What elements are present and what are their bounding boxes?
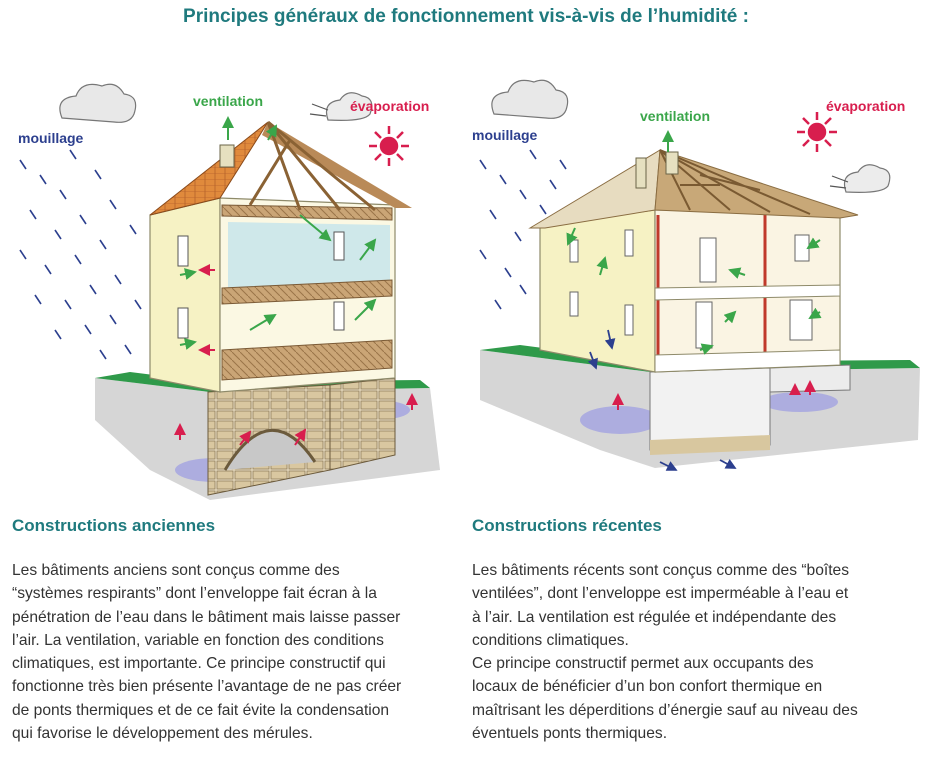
new-window xyxy=(625,230,633,256)
new-heading: Constructions récentes xyxy=(472,516,662,535)
old-label-evaporation: évaporation xyxy=(350,98,430,114)
old-label-ventilation: ventilation xyxy=(193,93,264,109)
old-window xyxy=(334,232,344,260)
old-heading: Constructions anciennes xyxy=(12,516,216,535)
new-construction-diagram xyxy=(472,80,920,470)
text-line: Les bâtiments récents sont conçus comme des “boîtes xyxy=(472,562,850,579)
new-left-facade xyxy=(540,210,655,372)
text-line: fonctionne très bien présente l’avantage de ne pas créer xyxy=(12,678,402,696)
text-line: à l’air. La ventilation est régulée et indépendante des xyxy=(472,608,837,626)
text-line: Ce principe constructif permet aux occupants des xyxy=(472,655,814,673)
text-line: climatiques, est importante. Ce principe constructif qui xyxy=(12,655,386,673)
old-construction-diagram xyxy=(18,84,440,500)
new-door xyxy=(696,302,712,348)
new-door xyxy=(700,238,716,282)
text-line: pénétration de l’eau dans le bâtiment mais laisse passer xyxy=(12,608,401,626)
new-description xyxy=(472,559,922,745)
text-line: ventilées”, dont l’enveloppe est imperméable à l’eau et xyxy=(472,585,849,603)
text-line: maîtrisant les déperditions d’énergie sauf au niveau des xyxy=(472,701,858,719)
old-window xyxy=(178,236,188,266)
old-label-mouillage: mouillage xyxy=(18,130,84,146)
new-sun-icon xyxy=(797,112,837,152)
new-window xyxy=(625,305,633,335)
old-window xyxy=(178,308,188,338)
new-window xyxy=(790,300,812,340)
old-window xyxy=(334,302,344,330)
new-label-ventilation: ventilation xyxy=(640,108,711,124)
text-line: locaux de bénéficier d’un bon confort thermique en xyxy=(472,678,823,696)
text-line: l’air. La ventilation, variable en fonction des conditions xyxy=(12,631,384,649)
old-description xyxy=(12,559,452,745)
text-line: Les bâtiments anciens sont conçus comme des xyxy=(12,562,340,579)
new-window xyxy=(795,235,809,261)
text-line: qui favorise le développement des mérules. xyxy=(12,725,313,743)
page-title: Principes généraux de fonctionnement vis-à-vis de l’humidité : xyxy=(183,6,749,27)
text-line: “systèmes respirants” dont l’enveloppe fait écran à la xyxy=(12,585,377,603)
old-rain-streaks xyxy=(20,150,141,359)
old-rain-cloud-icon xyxy=(60,84,136,122)
new-window xyxy=(570,292,578,316)
text-line: éventuels ponts thermiques. xyxy=(472,725,668,743)
new-window xyxy=(570,240,578,262)
text-line: de ponts thermiques et de ce fait évite la condensation xyxy=(12,701,390,719)
new-wind-cloud-icon xyxy=(830,165,890,193)
new-label-mouillage: mouillage xyxy=(472,127,538,143)
old-sun-icon xyxy=(369,126,409,166)
new-rain-cloud-icon xyxy=(492,80,568,118)
new-label-evaporation: évaporation xyxy=(826,98,906,114)
old-left-facade xyxy=(150,198,220,392)
text-line: conditions climatiques. xyxy=(472,631,629,649)
